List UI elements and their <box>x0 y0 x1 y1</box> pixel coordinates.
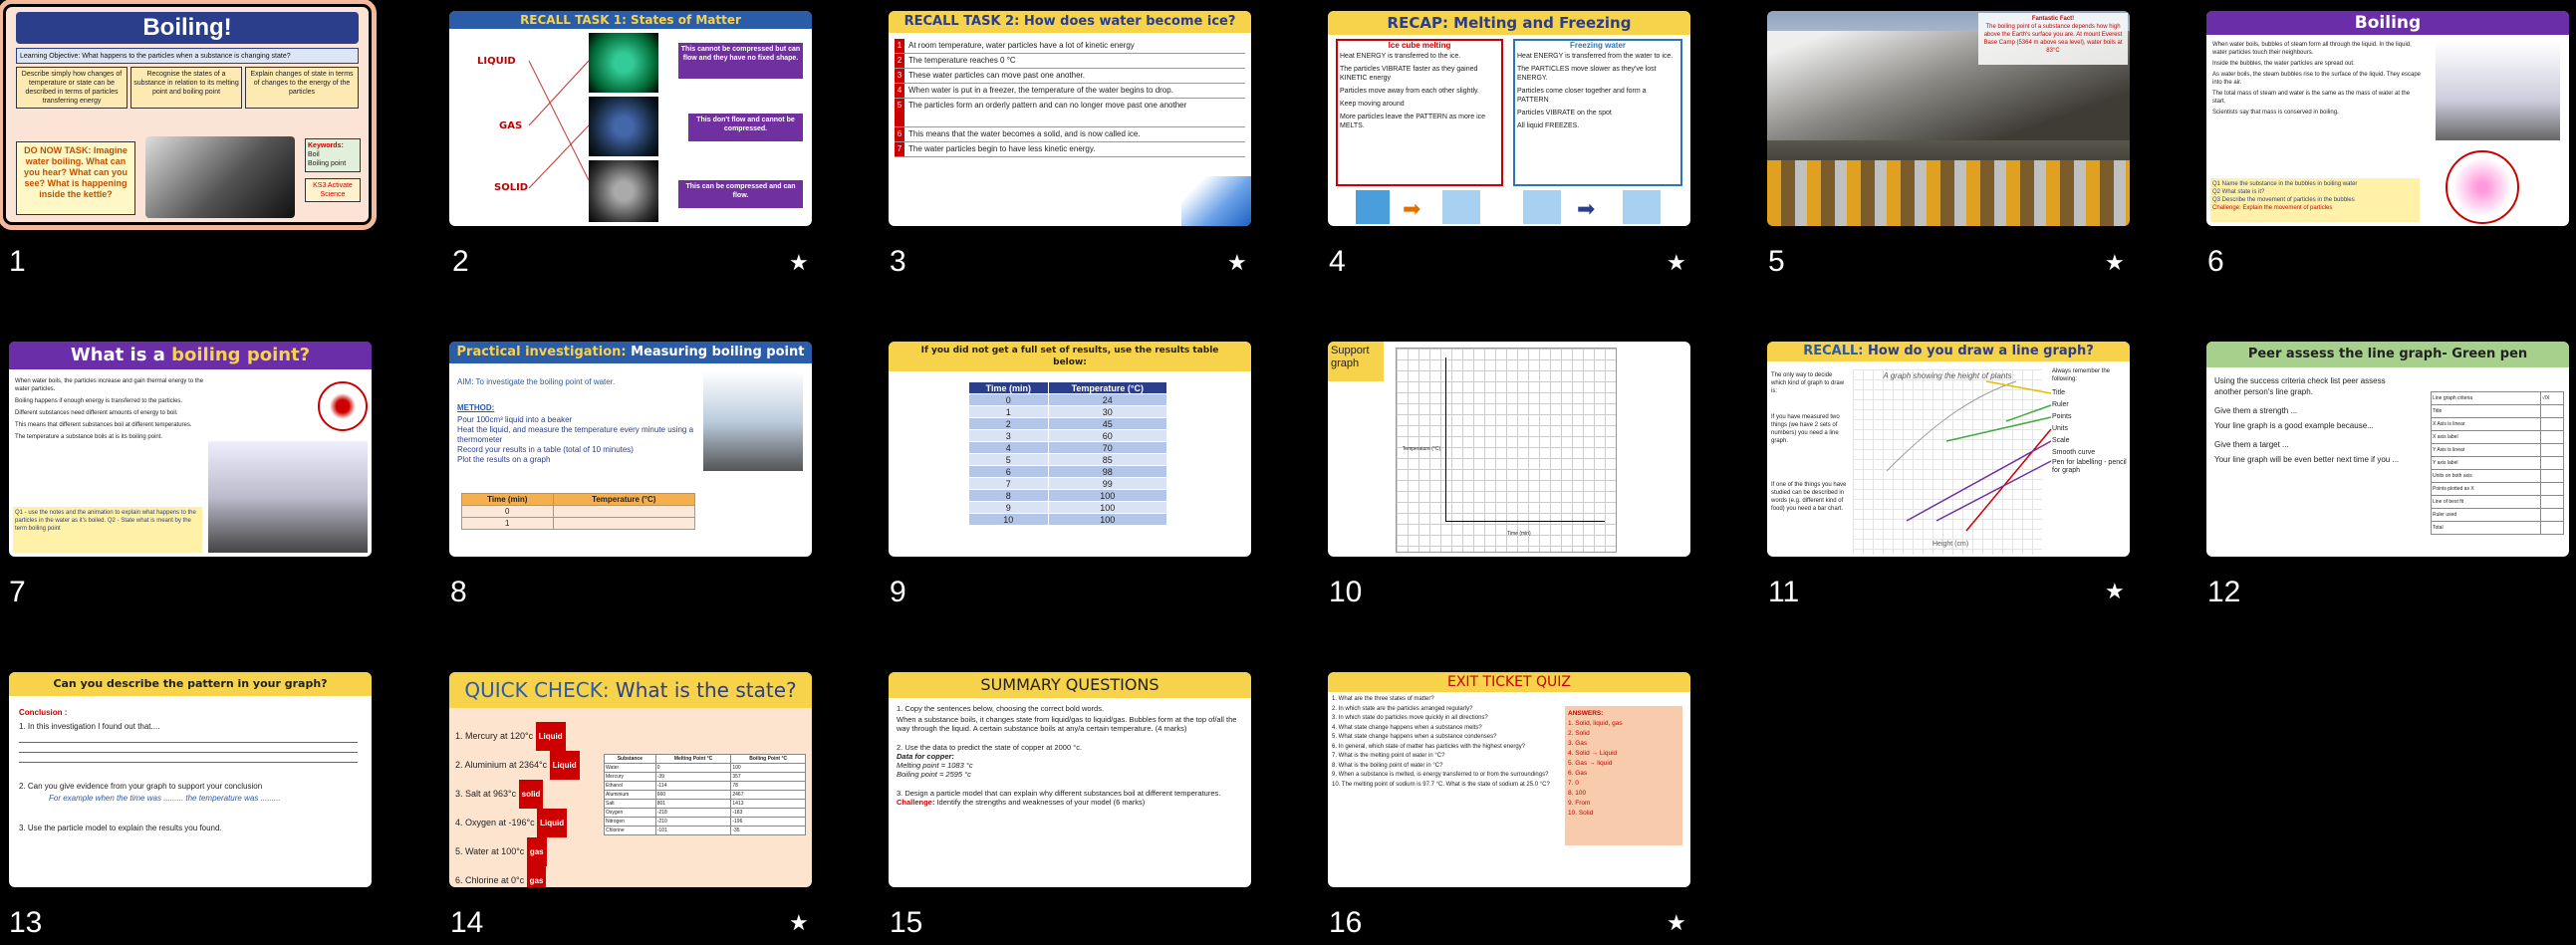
melting-item: Keep moving around <box>1340 101 1405 108</box>
quiz-item: 1. Mercury at 120°c Liquid <box>455 722 605 751</box>
x-axis-label: Time (min) <box>1507 531 1531 537</box>
freezing-item: The PARTICLES move slower as they've lost ENERGY. <box>1517 66 1657 82</box>
animation-star-icon[interactable]: ★ <box>789 911 809 936</box>
melting-item: Heat ENERGY is transferred to the ice. <box>1340 53 1461 60</box>
bar-chart-rule: If one of the things you have studied can be described in words (e.g. different kind of food) you need a bar chart. <box>1771 482 1847 512</box>
aim-text: AIM: To investigate the boiling point of water. <box>457 377 616 386</box>
quiz-item: 3. Salt at 963°c solid <box>455 780 605 809</box>
slide-number-6: 6 <box>2207 245 2224 278</box>
animation-star-icon[interactable]: ★ <box>1227 251 1247 276</box>
slide-thumbnail-14[interactable] <box>449 672 812 887</box>
melting-item: More particles leave the PATTERN as more ice MELTS. <box>1340 114 1486 129</box>
outcome-1: Describe simply how changes of temperature or state can be described in terms of particles transferring energy <box>16 67 128 109</box>
slide-thumbnail-16[interactable] <box>1328 672 1690 887</box>
quiz-item: 4. Oxygen at -196°c Liquid <box>455 809 605 837</box>
slide-thumbnail-1[interactable] <box>6 7 369 222</box>
slide-thumbnail-4[interactable] <box>1328 11 1690 226</box>
slide-thumbnail-13[interactable] <box>9 672 372 887</box>
slide-title: Boiling <box>2206 11 2569 35</box>
ice-cube-icon <box>1523 190 1561 224</box>
keywords-box: Keywords: Boil Boiling point <box>305 138 361 172</box>
slide-number-16: 16 <box>1329 906 1363 939</box>
freezing-box: Freezing water Heat ENERGY is transferred from the water to ice. The PARTICLES move slower as they've lost ENERGY. Particles come closer together and form a PATTERN Particles VIBRATE on the spot All liquid FREEZES. <box>1513 39 1682 186</box>
slide-title: What is a boiling point? <box>9 342 372 369</box>
graph-title: A graph showing the height of plants <box>1883 371 2012 380</box>
slide-thumbnail-6[interactable] <box>2206 11 2569 226</box>
slide-thumbnail-11[interactable] <box>1767 342 2130 557</box>
slide-title: RECALL TASK 2: How does water become ice? <box>889 11 1251 33</box>
steps-list: 1 At room temperature, water particles have a lot of kinetic energy 2 The temperature reaches 0 °C 3 These water particles can move past one another. 4 When water is put in a freezer, the temperature of the water begins to drop. 5 The particles form an orderly pattern and can no longer move past one another 6 This means that the water becomes a solid, and is now called ice. 7 The water particles begin to have less kinetic energy. <box>895 39 1245 157</box>
slide-number-10: 10 <box>1329 576 1363 608</box>
y-axis <box>1445 357 1446 521</box>
slide-title: Support graph <box>1328 342 1384 381</box>
bullet-list: When water boils, bubbles of steam form all through the liquid. In the liquid, water particles touch their neighbours. Inside the bubbles, the water particles are spread out. As water boils, the steam bubbles rise to the surface of the liquid. They escape into the air. The total mass of steam and water is the same as the mass of water at the start. Scientists say that mass is conserved in boiling. <box>2212 42 2422 116</box>
intro-text: The only way to decide which kind of graph to draw is: <box>1771 372 1845 394</box>
freezing-item: Particles come closer together and form a PATTERN <box>1517 88 1647 104</box>
slide-number-9: 9 <box>890 576 906 608</box>
arrow-right-icon: ➡ <box>1403 196 1421 221</box>
slide-number-7: 7 <box>9 576 26 608</box>
label-liquid: LIQUID <box>477 56 516 67</box>
graph-x-label: Height (cm) <box>1932 541 1969 548</box>
x-axis <box>1445 521 1605 522</box>
slide-number-4: 4 <box>1329 245 1346 278</box>
tents-image <box>1767 160 2130 226</box>
label-gas: GAS <box>499 120 523 131</box>
method-title: METHOD: <box>457 403 495 412</box>
beaker-icon <box>1623 190 1661 224</box>
quiz-list <box>455 722 605 887</box>
remember-title: Always remember the following: <box>2052 368 2111 382</box>
question-2: 2. Can you give evidence from your graph to support your conclusion <box>19 782 263 791</box>
results-table: Time (min) Temperature (°C) 0 24 1 30 2 45 3 60 4 70 5 85 6 98 7 99 8 100 9 100 10 100 <box>968 381 1167 526</box>
slide-thumbnail-5[interactable] <box>1767 11 2130 226</box>
beaker-image <box>208 441 368 553</box>
questions-box: Q1 Name the substance in the bubbles in boiling water Q2 What state is it? Q3 Describe the movement of particles in the bubbles Challenge: Explain the movement of particles <box>2210 178 2420 222</box>
animation-star-icon[interactable]: ★ <box>1667 251 1686 276</box>
ks3-box: KS3 Activate Science <box>305 178 361 202</box>
ice-cube-icon <box>1442 190 1480 224</box>
beaker-image <box>2436 41 2560 140</box>
freezing-item: Particles VIBRATE on the spot <box>1517 110 1612 117</box>
slide-thumbnail-2[interactable] <box>449 11 812 226</box>
slide-title: RECAP: Melting and Freezing <box>1328 11 1690 35</box>
slide-title: EXIT TICKET QUIZ <box>1328 672 1690 692</box>
description-box-2: This don't flow and cannot be compressed. <box>688 114 803 141</box>
fact-box: Fantastic Fact! The boiling point of a substance depends how high above the Earth's surface you are. At mount Everest Base Camp (5364 m above sea level), water boils at 83°C <box>1978 13 2128 65</box>
particles-circle-icon <box>2446 150 2519 224</box>
question-2-example: For example when the time was ......... the temperature was ......... <box>49 794 281 803</box>
criteria-table: Line graph criteria √/X Title X Axis is linear X axis label Y Axis is linear Y axis label Units on both axis Points plotted as X Line of best fit Ruler used Total <box>2431 391 2564 535</box>
slide-number-14: 14 <box>450 906 484 939</box>
bullet-list: When water boils, the particles increase and gain thermal energy to the water particles. Boiling happens if enough energy is transferred to the particles. Different substances need different amounts of energy to boil. This means that different substances boil at different temperatures. The temperature a substance boils at is its boiling point. <box>15 378 204 440</box>
ice-image <box>1181 176 1251 226</box>
answers-box: ANSWERS: 1. Solid, liquid, gas 2. Solid 3. Gas 4. Solid → Liquid 5. Gas → liquid 6. Gas 7. 0 8. 100 9. From 10. Solid <box>1565 706 1682 845</box>
animation-star-icon[interactable]: ★ <box>1667 911 1686 936</box>
slide-thumbnail-8[interactable] <box>449 342 812 557</box>
quiz-item: 5. Water at 100°c gas <box>455 837 605 866</box>
y-axis-label: Temperature (°C) <box>1402 446 1441 452</box>
method-list: Pour 100cm³ liquid into a beaker Heat the liquid, and measure the temperature every minute using a thermometer Record your results in a table (total of 10 minutes) Plot the results on a graph <box>457 415 694 464</box>
particles-circle-icon <box>318 381 368 431</box>
questions-box: Q1 - use the notes and the animation to explain what happens to the particles in the water as it's boiled. Q2 - State what is meant by the term boiling point <box>13 507 202 553</box>
slide-title: RECALL: How do you draw a line graph? <box>1767 342 2130 361</box>
slide-number-11: 11 <box>1768 576 1800 608</box>
slide-title: QUICK CHECK: What is the state? <box>449 672 812 708</box>
freezing-item: All liquid FREEZES. <box>1517 122 1580 129</box>
beaker-icon <box>1356 190 1390 224</box>
animation-star-icon[interactable]: ★ <box>2105 251 2125 276</box>
freezing-item: Heat ENERGY is transferred from the water to ice. <box>1517 53 1674 60</box>
slide-number-1: 1 <box>9 245 26 278</box>
results-table: Time (min) Temperature (°C) 0 1 <box>461 493 695 530</box>
quiz-item: 2. Aluminium at 2364°c Liquid <box>455 751 605 780</box>
slide-thumbnail-9[interactable] <box>889 342 1251 557</box>
melting-item: Particles move away from each other slightly. <box>1340 88 1479 95</box>
slide-thumbnail-3[interactable] <box>889 11 1251 226</box>
instructions: Using the success criteria check list peer assess another person's line graph. Give them a strength ... Your line graph is a good example because... Give them a target ... Your line graph will be even better next time if you ... <box>2214 376 2400 464</box>
slide-title: RECALL TASK 1: States of Matter <box>449 11 812 29</box>
checklist: Title Ruler Points Units Scale Smooth curve Pen for labelling - pencil for graph <box>2052 389 2127 474</box>
conclusion-label: Conclusion : <box>19 708 68 717</box>
answer-line <box>19 752 358 753</box>
answer-line <box>19 762 358 763</box>
slide-title: Peer assess the line graph- Green pen <box>2206 342 2569 367</box>
do-now-box: DO NOW TASK: Imagine water boiling. What can you hear? What can you see? What is happening inside the kettle? <box>16 141 135 215</box>
melting-item: The particles VIBRATE faster as they gained KINETIC energy <box>1340 66 1478 82</box>
slide-thumbnail-10[interactable] <box>1328 342 1690 557</box>
learning-objective: Learning Objective: What happens to the particles when a substance is changing state? <box>16 48 359 64</box>
beaker-image <box>703 371 803 471</box>
slide-thumbnail-15[interactable] <box>889 672 1251 887</box>
animation-star-icon[interactable]: ★ <box>2105 580 2125 604</box>
keyword-1: Boil <box>308 151 320 158</box>
data-table: Substance Melting Point °C Boiling Point °C Water 0 100 Mercury -39 357 Ethanol -114 78 Aluminium 660 2467 Salt 801 1413 Oxygen -218 -183 Nitrogen -210 -196 Chlorine -101 -35 <box>604 754 806 835</box>
slide-title: Can you describe the pattern in your graph? <box>9 672 372 696</box>
quiz-item: 6. Chlorine at 0°c gas <box>455 866 605 887</box>
slide-title: SUMMARY QUESTIONS <box>889 672 1251 698</box>
question-1: 1. In this investigation I found out that.... <box>19 722 160 731</box>
slide-title: Practical investigation: Measuring boiling point <box>449 342 812 363</box>
slide-number-8: 8 <box>450 576 467 608</box>
quiz-questions: 1. What are the three states of matter? 2. In which state are the particles arranged regularly? 3. In which state do particles move quickly in all directions? 4. What state change happens when a substance melts? 5. What state change happens when a substance condenses? 6. In general, which state of matter has particles with the highest energy? 7. What is the melting point of water in °C? 8. What is the boiling point of water in °C? 9. When a substance is melted, is energy transferred to or from the surroundings? 10. The melting point of sodium is 97.7 °C. What is the state of sodium at 25.0 °C? <box>1332 696 1550 788</box>
slide-number-13: 13 <box>9 906 43 939</box>
description-box-3: This can be compressed and can flow. <box>678 180 803 208</box>
outcome-3: Explain changes of state in terms of changes to the energy of the particles <box>245 67 359 109</box>
animation-star-icon[interactable]: ★ <box>789 251 809 276</box>
slide-number-12: 12 <box>2207 576 2241 608</box>
melting-box: Ice cube melting Heat ENERGY is transferred to the ice. The particles VIBRATE faster as they gained KINETIC energy Particles move away from each other slightly. Keep moving around More particles leave the PATTERN as more ice MELTS. <box>1336 39 1503 186</box>
description-box-1: This cannot be compressed but can flow and they have no fixed shape. <box>678 43 803 79</box>
kettle-image <box>145 136 295 218</box>
slide-thumbnail-12[interactable] <box>2206 342 2569 557</box>
slide-number-15: 15 <box>890 906 923 939</box>
slide-number-2: 2 <box>452 245 469 278</box>
slide-title: If you did not get a full set of results, use the results table below: <box>889 342 1251 371</box>
question-3: 3. Use the particle model to explain the results you found. <box>19 824 222 832</box>
line-graph-rule: If you have measured two things (we have 2 sets of numbers) you need a line graph. <box>1771 414 1840 444</box>
answer-line <box>19 742 358 743</box>
slide-thumbnail-7[interactable] <box>9 342 372 557</box>
slide-title: Boiling! <box>16 12 359 44</box>
arrow-right-icon: ➡ <box>1577 196 1596 221</box>
slide-number-3: 3 <box>890 245 906 278</box>
slide-number-5: 5 <box>1768 245 1785 278</box>
outcome-2: Recognise the states of a substance in relation to its melting point and boiling point <box>130 67 242 109</box>
label-solid: SOLID <box>494 182 529 193</box>
keyword-2: Boiling point <box>308 160 347 167</box>
summary-questions: 1. Copy the sentences below, choosing the correct bold words. When a substance boils, it changes state from liquid/gas to liquid/gas. Bubbles form at the top of/all the way through the liquid. A certain substance boils at any/a certain temperature. (4 marks) 2. Use the data to predict the state of copper at 2000 °c. Data for copper: Melting point = 1083 °c Boiling point = 2595 °c 3. Design a particle model that can explain why different substances boil at different temperatures. Challenge: Identify the strengths and weaknesses of your model (6 marks) <box>897 704 1237 807</box>
